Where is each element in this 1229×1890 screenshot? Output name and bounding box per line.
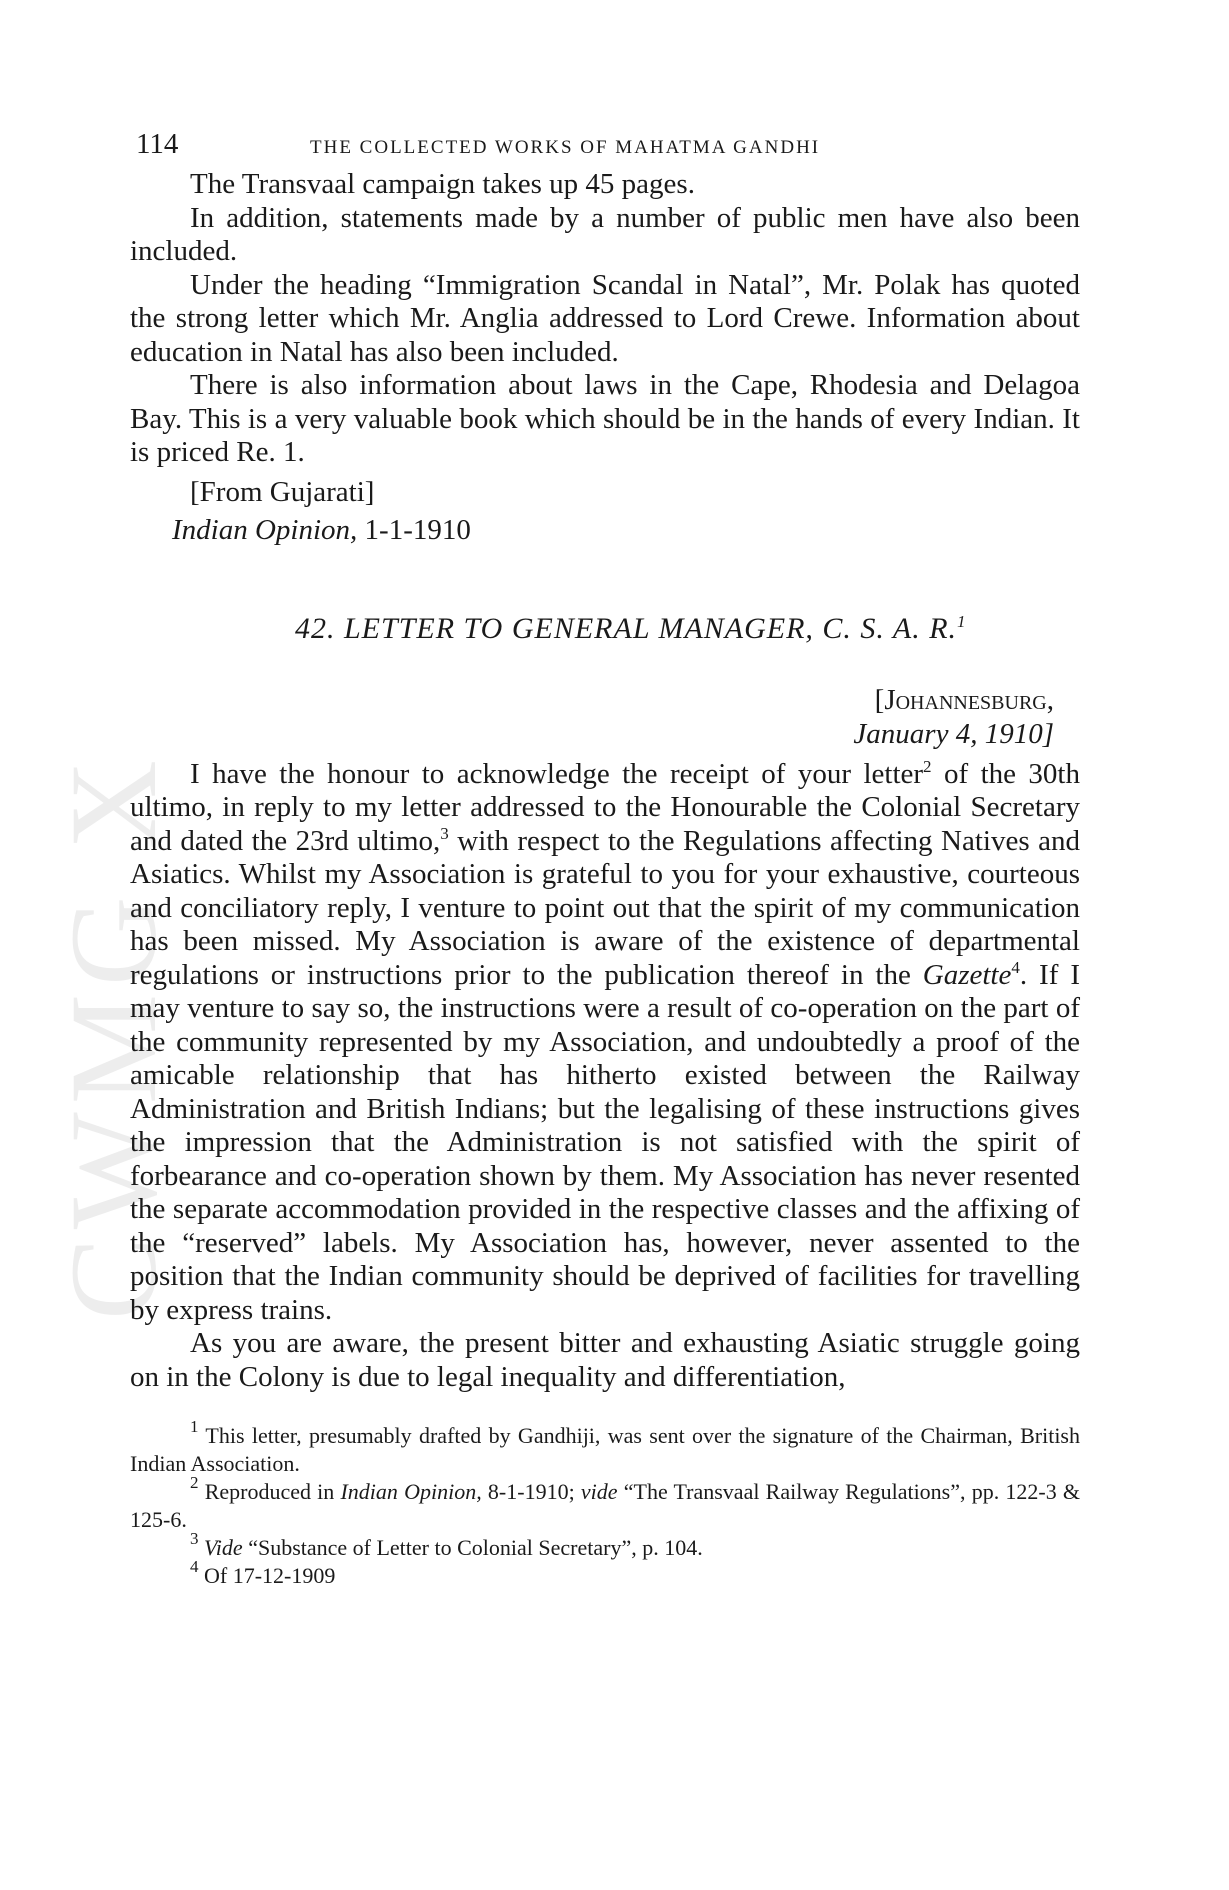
- footnote-text: Reproduced in: [198, 1479, 341, 1504]
- letter-title-text: 42. LETTER TO GENERAL MANAGER, C. S. A. R.: [295, 611, 958, 645]
- footnote-number: 2: [190, 1473, 199, 1492]
- footnote: [130, 1529, 1080, 1562]
- footnote-text: Of 17-12-1909: [198, 1563, 336, 1588]
- paragraph: In addition, statements made by a number of public men have also been included.: [130, 201, 1080, 267]
- paragraph: The Transvaal campaign takes up 45 pages.: [190, 168, 695, 200]
- text-run: of the 30th ultimo, in reply to my letter addressed to the Honourable the Colonial Secretary and dated the 23rd ultimo,: [130, 757, 1080, 857]
- page-header: [130, 128, 1080, 168]
- text-run: . If I may venture to say so, the instructions were a result of co-operation on the part of the community represented by my Association, and undoubtedly a proof of the amicable relationship that has hitherto existed between the Railway Administration and British Indians; but the legalising of these instructions gives the impression that the Administration is not satisfied with the spirit of forbearance and co-operation shown by them. My Association has never resented the separate accommodation provided in the respective classes and the affixing of the “reserved” labels. My Association has, however, never assented to the position that the Indian community should be deprived of facilities for travelling by express trains.: [130, 958, 1080, 1326]
- previous-article-end: [130, 168, 1080, 550]
- citation-publication: Indian Opinion,: [172, 513, 358, 546]
- letter-place: [Johannesburg,: [874, 683, 1054, 716]
- text-run: with respect to the Regulations affecting Natives and Asiatics. Whilst my Association is grateful to you for your exhaustive, courteous and conciliatory reply, I venture to point out that the spirit of my communication has been missed. My Association is aware of the existence of departmental regulations or instructions prior to the publication thereof in the: [130, 824, 1080, 991]
- footnote-text: This letter, presumably drafted by Gandhiji, was sent over the signature of the Chairman, British Indian Association.: [130, 1423, 1080, 1476]
- letter-date: January 4, 1910]: [853, 717, 1054, 750]
- footnote-text: 8-1-1910;: [481, 1479, 581, 1504]
- footnote: [130, 1557, 1080, 1590]
- footnote-italic: vide: [580, 1479, 618, 1504]
- running-title: THE COLLECTED WORKS OF MAHATMA GANDHI: [310, 137, 821, 158]
- footnote: [130, 1473, 1081, 1534]
- footnote-ref: 4: [1011, 957, 1020, 977]
- citation: [130, 510, 1080, 550]
- footnote-italic: Vide: [204, 1535, 243, 1560]
- footnote-ref: 3: [440, 823, 449, 843]
- citation-date: 1-1-1910: [357, 513, 471, 546]
- footnote-italic: Indian Opinion,: [340, 1479, 482, 1504]
- paragraph: There is also information about laws in the Cape, Rhodesia and Delagoa Bay. This is a very valuable book which should be in the hands of every Indian. It is priced Re. 1.: [130, 369, 1080, 468]
- footnote: [130, 1417, 1080, 1478]
- page-number: 114: [136, 128, 179, 160]
- footnotes: [130, 1417, 1081, 1590]
- gazette-italic: Gazette: [922, 958, 1012, 991]
- footnote-text: “The Transvaal Railway Regulations”, pp. 122-3 & 125-6.: [130, 1479, 1081, 1532]
- footnote-number: 4: [190, 1557, 199, 1576]
- text-run: I have the honour to acknowledge the receipt of your letter: [190, 757, 924, 790]
- footnote-ref: 1: [957, 611, 967, 631]
- paragraph: Under the heading “Immigration Scandal in Natal”, Mr. Polak has quoted the strong letter which Mr. Anglia addressed to Lord Crewe. Information about education in Natal has also been included.: [130, 268, 1080, 368]
- letter-title: [130, 612, 1080, 646]
- letter-paragraph: As you are aware, the present bitter and exhausting Asiatic struggle going on in the Colony is due to legal inequality and differentiation,: [130, 1327, 1080, 1393]
- document-page: [130, 128, 1080, 1590]
- letter-paragraph: [130, 758, 1080, 1328]
- footnote-ref: 2: [923, 756, 932, 776]
- source-note: [From Gujarati]: [190, 475, 375, 508]
- footnote-number: 1: [190, 1417, 199, 1436]
- footnote-text: “Substance of Letter to Colonial Secretary”, p. 104.: [242, 1535, 703, 1560]
- footnote-number: 3: [190, 1529, 199, 1548]
- watermark: CWMG X: [45, 751, 182, 1320]
